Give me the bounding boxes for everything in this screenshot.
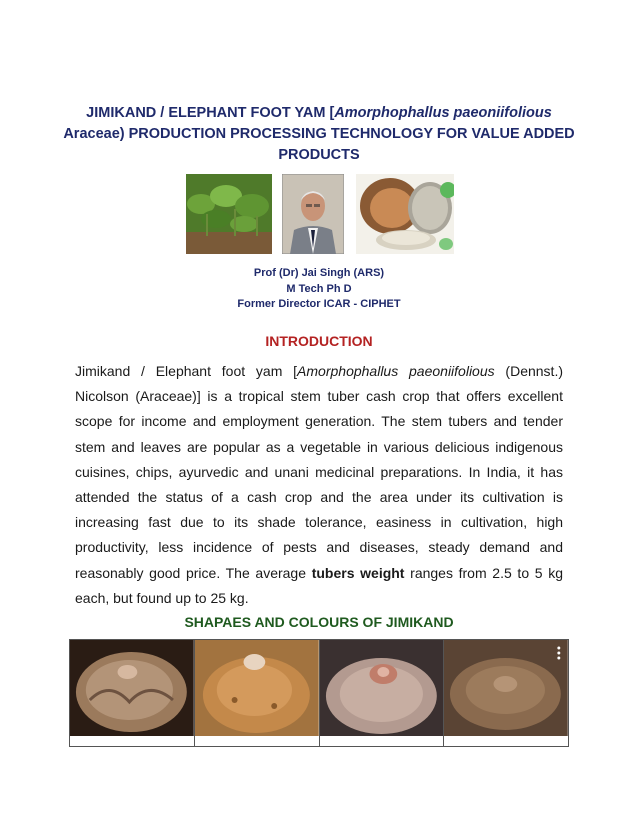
plant-field-photo [186, 174, 272, 254]
table-row [70, 640, 569, 747]
table-cell [70, 640, 195, 747]
author-degree: M Tech Ph D [286, 282, 352, 295]
tuber-image-table [69, 639, 569, 747]
author-name: Prof (Dr) Jai Singh (ARS) [253, 267, 385, 279]
title-part1: JIMIKAND / ELEPHANT FOOT YAM [ [86, 105, 335, 121]
author-position: Former Director ICAR - CIPHET [237, 298, 401, 310]
tuber-photo-4 [444, 640, 568, 736]
table-cell [194, 640, 319, 747]
yam-powder-photo [356, 174, 454, 254]
document-title [60, 103, 578, 166]
tuber-photo-2 [195, 640, 319, 736]
tuber-photo-1 [70, 640, 194, 736]
intro-text-2: (Dennst.) Nicolson (Araceae)] is a tropical stem tuber cash crop that offers excellent scope for income and employment generation. The stem tubers and tender stem and leaves are popular as a vegetable in various delicious indigenous cuisines, chips, ayurvedic and unani medicinal preparations. In India, it has attended the status of a cash crop and the area under its cultivation is increasing fast due to its shade tolerance, easiness in cultivation, high productivity, less incidence of pests and diseases, steady demand and reasonably good price. The average [75, 363, 564, 581]
intro-text-1: Jimikand / Elephant foot yam [ [75, 363, 298, 379]
introduction-paragraph [75, 359, 563, 611]
intro-species: Amorphophallus paeoniifolious [297, 363, 495, 379]
title-part2: Araceae) PRODUCTION PROCESSING TECHNOLOGY FOR VALUE ADDED PRODUCTS [63, 126, 575, 163]
title-species: Amorphophallus paeoniifolious [334, 105, 552, 121]
table-cell [444, 640, 569, 747]
intro-text-3: ranges from 2.5 to 5 kg each, but found up to 25 kg. [75, 564, 564, 606]
author-block [160, 266, 478, 313]
header-photos [0, 174, 638, 256]
shapes-heading: SHAPAES AND COLOURS OF JIMIKAND [184, 614, 454, 630]
table-cell [319, 640, 444, 747]
intro-bold-term: tubers weight [311, 564, 405, 581]
tuber-photo-3 [320, 640, 444, 736]
author-portrait-photo [282, 174, 344, 254]
introduction-heading: INTRODUCTION [265, 333, 373, 349]
